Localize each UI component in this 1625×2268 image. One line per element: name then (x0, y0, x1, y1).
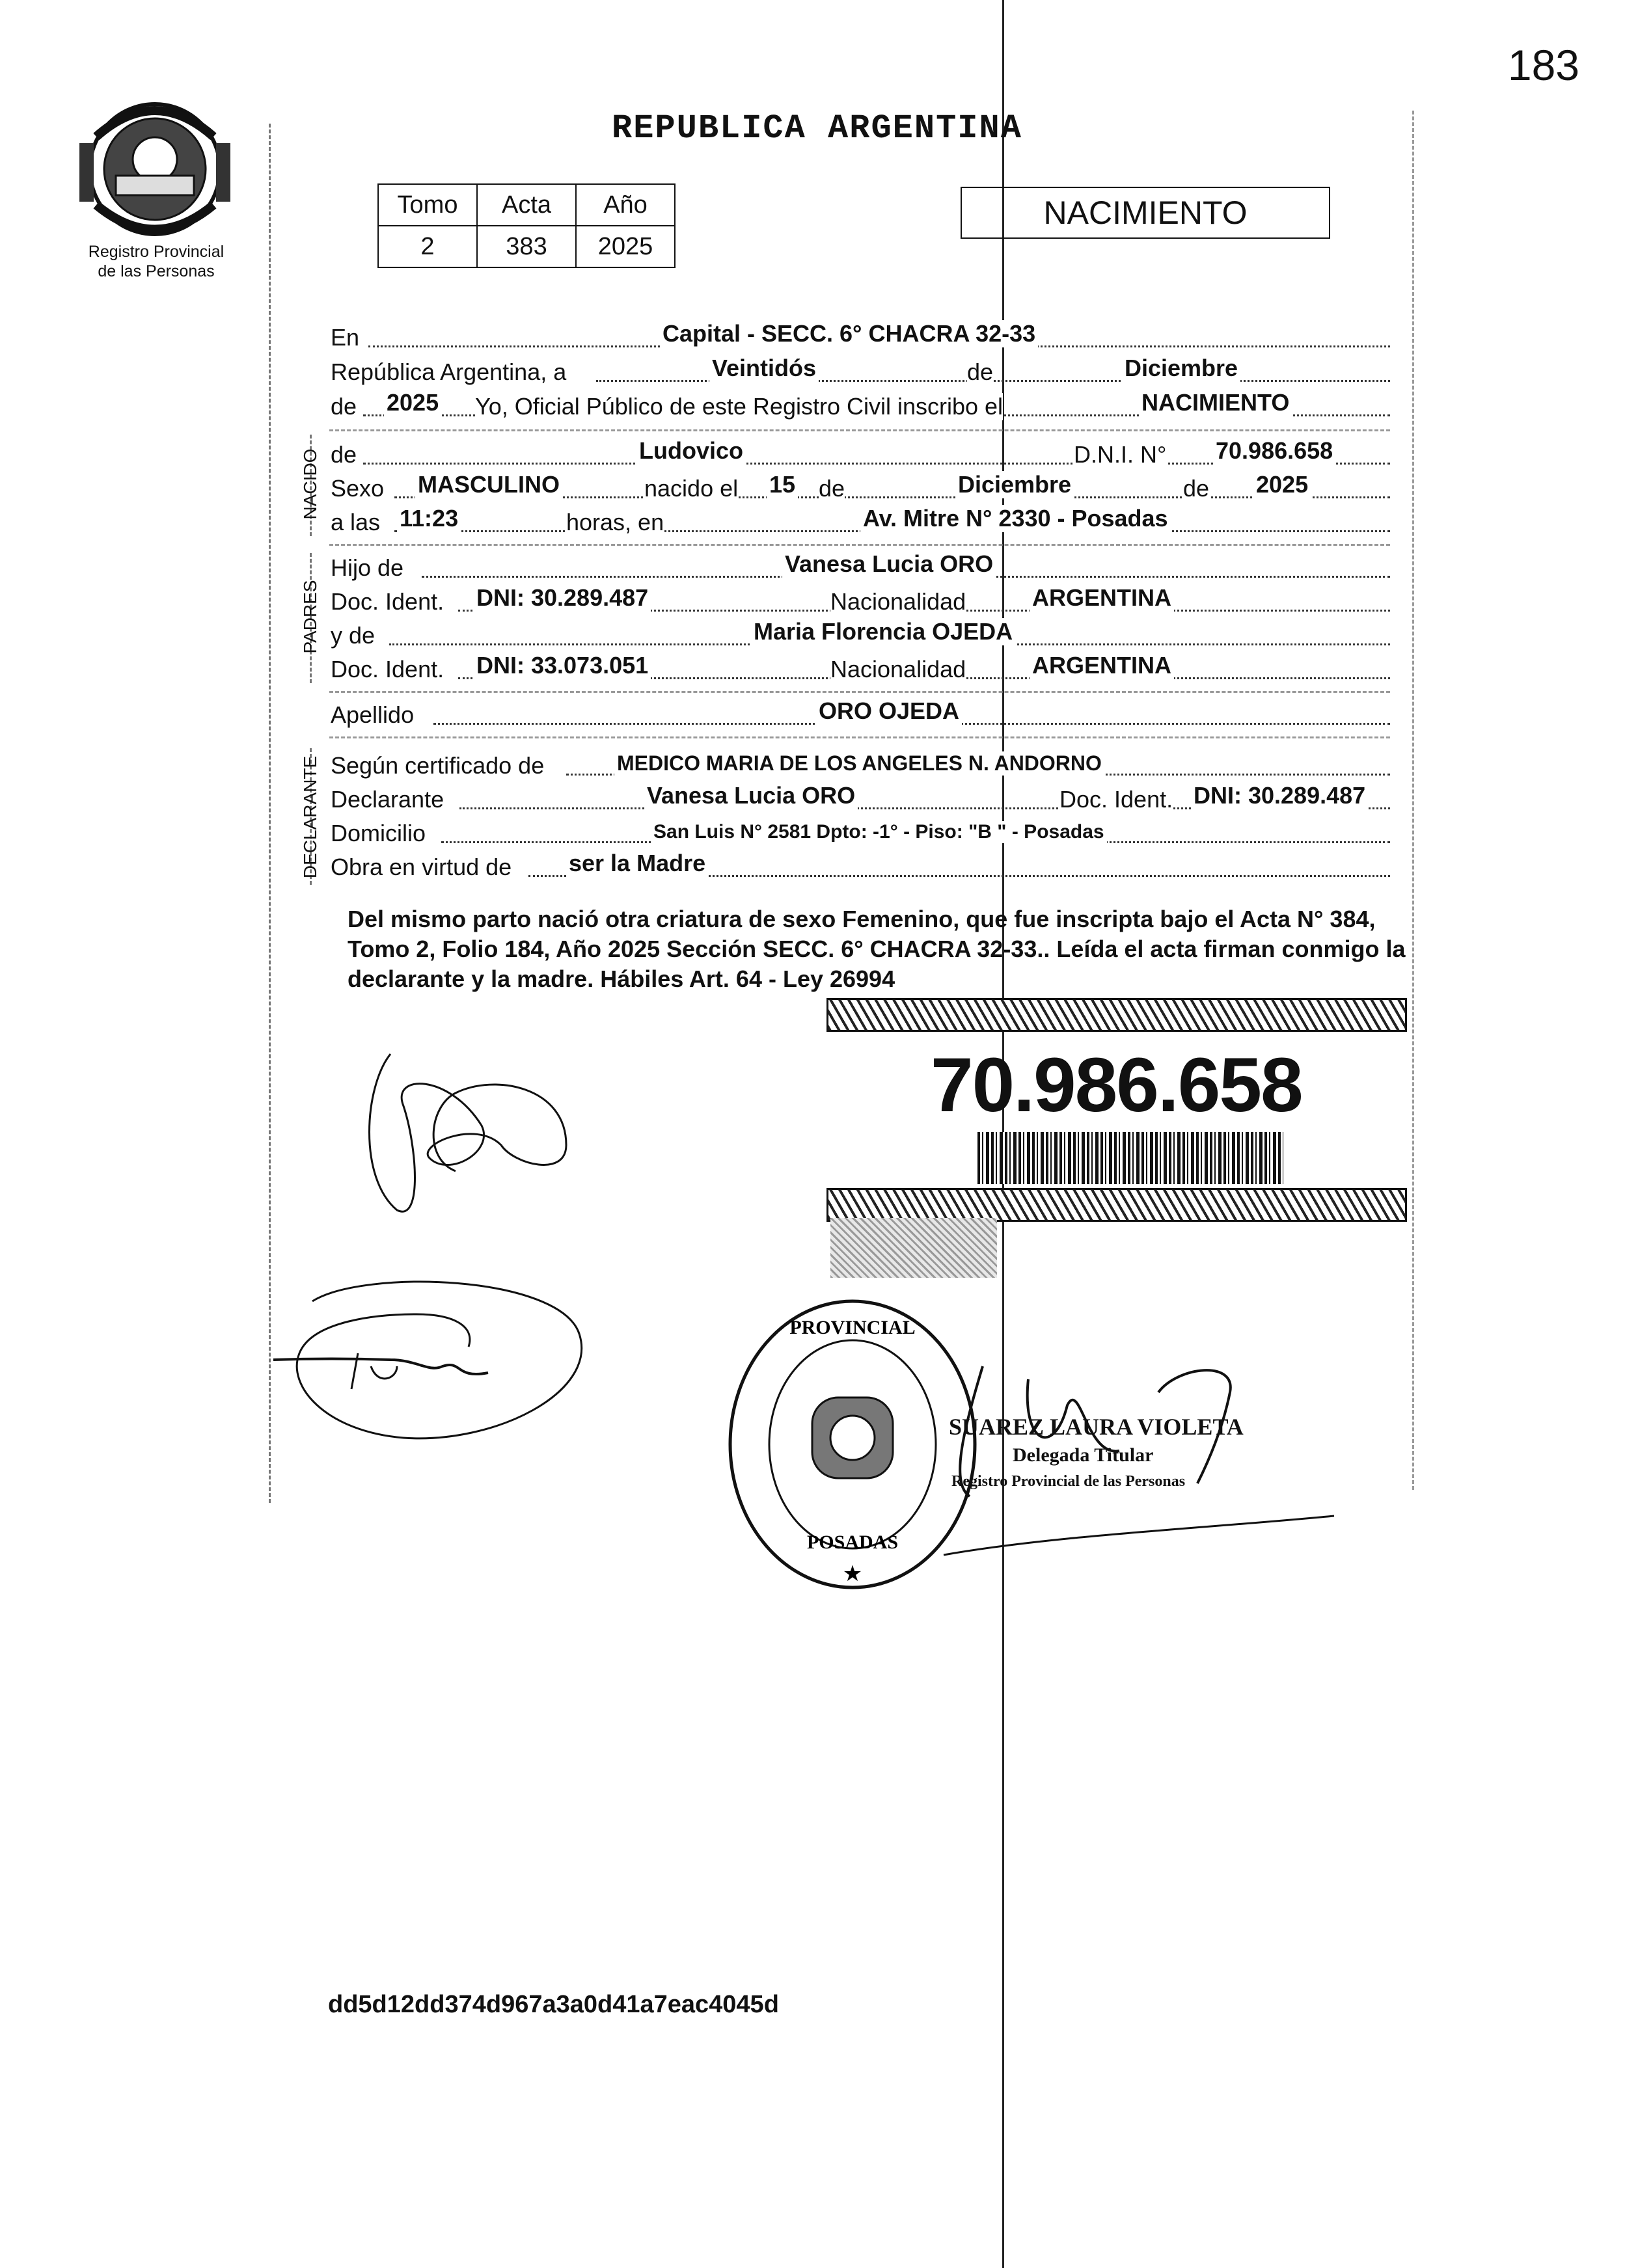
acta-value: 383 (477, 226, 576, 267)
ano-header: Año (576, 184, 675, 226)
en-label: En (331, 324, 360, 351)
security-band-top (826, 998, 1407, 1032)
declarante-value: Vanesa Lucia ORO (644, 782, 858, 809)
en-value: Capital - SECC. 6° CHACRA 32-33 (660, 320, 1038, 347)
nacido-label: nacido el (644, 475, 739, 502)
delegate-name: SUAREZ LAURA VIOLETA (949, 1414, 1244, 1440)
parent1-value: Vanesa Lucia ORO (782, 550, 996, 578)
dni-value: 70.986.658 (1213, 437, 1335, 465)
stamp-ring-text: PROVINCIAL (789, 1317, 916, 1338)
side-label-padres: PADRES (300, 580, 320, 654)
signature-1 (351, 1047, 586, 1223)
logo-caption-line1: Registro Provincial (88, 243, 225, 261)
sexo-value: MASCULINO (415, 471, 562, 498)
yde-label: y de (331, 622, 376, 649)
tomo-value: 2 (378, 226, 477, 267)
hora-value: 11:23 (397, 505, 461, 532)
row-fecha (329, 355, 1390, 388)
security-band-bottom (826, 1188, 1407, 1222)
right-margin-line (1412, 111, 1414, 1490)
row-hijo (329, 550, 1390, 584)
stamp-bottom-text: POSADAS (806, 1532, 899, 1553)
notes-paragraph: Del mismo parto nació otra criatura de sexo Femenino, que fue inscripta bajo el Acta N° 384, Tomo 2, Folio 184, Año 2025 Sección SECC. 6° CHACRA 32-33.. Leída el acta firman conmigo la declarante y la madre. Hábiles Art. 64 - Ley 26994 (348, 906, 1406, 992)
parent2-value: Maria Florencia OJEDA (751, 618, 1015, 645)
delegate-role: Delegada Titular (1013, 1444, 1154, 1466)
ano-value: 2025 (576, 226, 675, 267)
dni-large-number: 70.986.658 (931, 1042, 1302, 1128)
tomo-header: Tomo (378, 184, 477, 226)
page-number: 183 (1507, 41, 1579, 89)
row-obra (329, 850, 1390, 884)
row-inscripcion (329, 389, 1390, 423)
barcode (977, 1132, 1283, 1184)
de-label-2: de (331, 393, 357, 420)
hora-label: a las (331, 509, 381, 535)
nacionalidad-label: Nacionalidad (830, 588, 966, 615)
domicilio-value: San Luis N° 2581 Dpto: -1° - Piso: "B " - Posadas (651, 821, 1107, 843)
de-label-4: de (1183, 475, 1210, 502)
apellido-label: Apellido (331, 701, 415, 728)
signature-2 (273, 1275, 612, 1457)
republica-label: República Argentina, a (331, 358, 567, 385)
domicilio-label: Domicilio (331, 820, 426, 846)
certificado-value: MEDICO MARIA DE LOS ANGELES N. ANDORNO (614, 751, 1104, 776)
parent1-nac-value: ARGENTINA (1030, 584, 1174, 612)
sexo-label: Sexo (331, 475, 385, 502)
security-hologram (830, 1218, 997, 1278)
province-seal-logo (77, 91, 233, 247)
declarante-label: Declarante (331, 786, 444, 813)
star-icon: ★ (842, 1561, 863, 1586)
left-margin-line (269, 124, 271, 1503)
document-title: REPUBLICA ARGENTINA (612, 109, 1022, 148)
name-label: de (331, 441, 357, 468)
de-label: de (967, 358, 994, 385)
row-parent1-doc (329, 584, 1390, 618)
obra-label: Obra en virtud de (331, 854, 512, 880)
row-apellido (329, 697, 1390, 731)
dni-label: D.N.I. N° (1074, 441, 1167, 468)
birth-day-value: 15 (767, 471, 798, 498)
doc-label: Doc. Ident. (331, 588, 444, 615)
row-hora (329, 505, 1390, 539)
lugar-value: Av. Mitre N° 2330 - Posadas (860, 505, 1171, 532)
reference-table (377, 183, 676, 268)
birth-year-value: 2025 (1253, 471, 1311, 498)
declarante-doc-value: DNI: 30.289.487 (1191, 782, 1368, 809)
parent1-doc-value: DNI: 30.289.487 (474, 584, 651, 612)
doc-label-3: Doc. Ident. (1059, 786, 1173, 813)
logo-caption-line2: de las Personas (98, 262, 215, 280)
name-value: Ludovico (636, 437, 746, 465)
row-sexo (329, 471, 1390, 505)
row-en (329, 320, 1390, 354)
row-certificado (329, 748, 1390, 782)
birth-month-value: Diciembre (955, 471, 1074, 498)
inscribo-value: NACIMIENTO (1139, 389, 1292, 416)
side-label-declarante: DECLARANTE (300, 755, 320, 879)
row-declarante (329, 782, 1390, 816)
parent2-doc-value: DNI: 33.073.051 (474, 652, 651, 679)
row-parent2-doc (329, 652, 1390, 686)
year-value: 2025 (384, 389, 441, 416)
month-value: Diciembre (1122, 355, 1240, 382)
delegate-office: Registro Provincial de las Personas (951, 1473, 1186, 1490)
row-nombre (329, 437, 1390, 471)
parent2-nac-value: ARGENTINA (1030, 652, 1174, 679)
day-value: Veintidós (709, 355, 819, 382)
oficial-text: Yo, Oficial Público de este Registro Civil inscribo el (475, 393, 1004, 420)
hijo-label: Hijo de (331, 554, 404, 581)
row-domicilio (329, 816, 1390, 850)
nacionalidad-label-2: Nacionalidad (830, 656, 966, 682)
de-label-3: de (819, 475, 845, 502)
doc-label-2: Doc. Ident. (331, 656, 444, 682)
row-yde (329, 618, 1390, 652)
acta-header: Acta (477, 184, 576, 226)
document-hash: dd5d12dd374d967a3a0d41a7eac4045d (328, 1991, 779, 2018)
obra-value: ser la Madre (566, 850, 708, 877)
apellido-value: ORO OJEDA (816, 697, 962, 725)
side-label-nacido: NACIDO (300, 448, 320, 520)
record-type-box: NACIMIENTO (961, 187, 1330, 239)
horas-label: horas, en (566, 509, 664, 535)
certificado-label: Según certificado de (331, 752, 545, 779)
logo-caption (78, 242, 234, 281)
